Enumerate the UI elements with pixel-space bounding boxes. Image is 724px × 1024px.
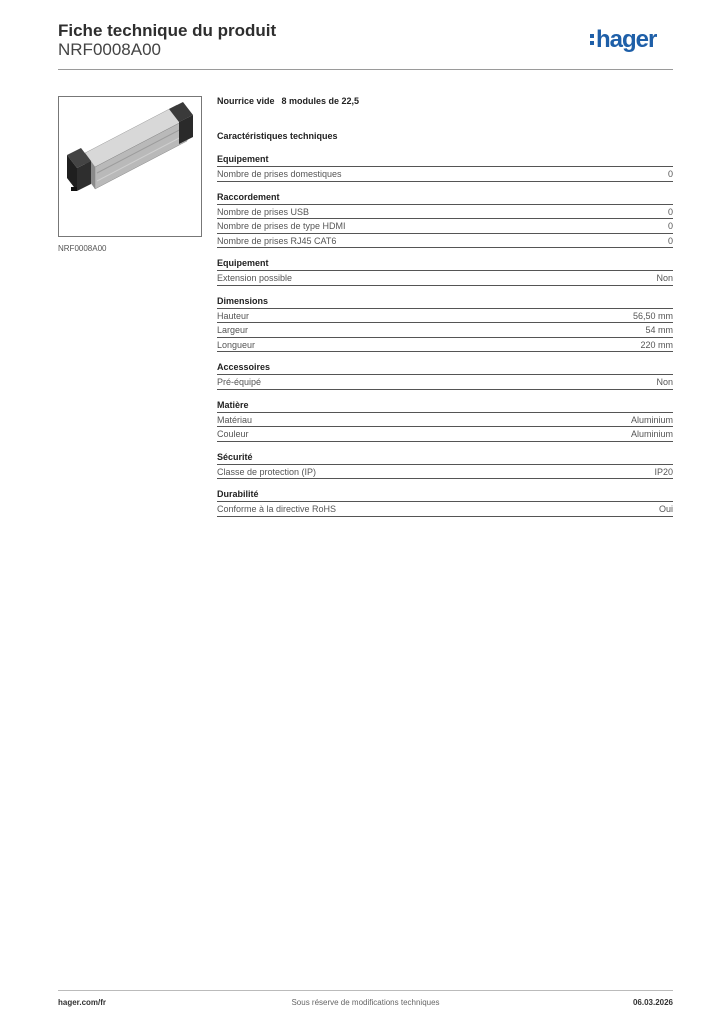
product-illustration xyxy=(59,97,201,236)
product-reference: NRF0008A00 xyxy=(58,40,162,59)
spec-group xyxy=(217,487,673,517)
hager-logo xyxy=(589,23,673,53)
spec-content xyxy=(217,93,673,517)
footer-date: 06.03.2026 xyxy=(632,998,673,1007)
spec-value: Oui xyxy=(658,504,673,514)
footer-disclaimer: Sous réserve de modifications techniques xyxy=(291,998,440,1007)
spec-row xyxy=(217,205,673,220)
spec-label: Hauteur xyxy=(217,310,250,321)
spec-label: Nombre de prises RJ45 CAT6 xyxy=(217,235,337,246)
spec-group-title: Equipement xyxy=(217,152,673,167)
spec-group-title: Durabilité xyxy=(217,487,673,502)
product-summary xyxy=(217,93,673,109)
image-caption: NRF0008A00 xyxy=(58,244,107,253)
spec-label: Nombre de prises de type HDMI xyxy=(217,221,346,231)
spec-row xyxy=(217,338,673,353)
spec-row xyxy=(217,323,673,338)
spec-row xyxy=(217,413,673,428)
spec-value: 56,50 mm xyxy=(632,310,673,321)
spec-value: Aluminium xyxy=(630,414,673,425)
spec-group-title: Sécurité xyxy=(217,450,673,465)
spec-group xyxy=(217,152,673,182)
spec-label: Conforme à la directive RoHS xyxy=(217,504,337,514)
document-title: Fiche technique du produit xyxy=(58,21,277,40)
spec-label: Nombre de prises domestiques xyxy=(217,169,342,179)
spec-row xyxy=(217,502,673,517)
spec-value: Non xyxy=(656,377,673,387)
spec-value: Aluminium xyxy=(630,429,673,439)
spec-label: Pré-équipé xyxy=(217,377,262,387)
spec-value: 0 xyxy=(667,221,673,231)
spec-value: Non xyxy=(656,273,673,283)
spec-group-title: Dimensions xyxy=(217,294,673,309)
spec-row xyxy=(217,271,673,286)
spec-label: Longueur xyxy=(217,339,256,350)
spec-group xyxy=(217,294,673,353)
spec-value: 220 mm xyxy=(640,339,673,350)
characteristics-heading: Caractéristiques techniques xyxy=(217,131,338,141)
product-name: Nourrice vide xyxy=(217,96,275,106)
spec-label: Nombre de prises USB xyxy=(217,206,310,217)
spec-value: 0 xyxy=(667,206,673,217)
spec-value: 0 xyxy=(667,169,673,179)
page-footer xyxy=(58,998,673,1010)
spec-label: Extension possible xyxy=(217,273,293,283)
spec-groups xyxy=(217,152,673,517)
spec-row xyxy=(217,375,673,390)
svg-text:hager: hager xyxy=(596,26,657,53)
spec-group-title: Equipement xyxy=(217,256,673,271)
spec-group xyxy=(217,190,673,249)
spec-row xyxy=(217,234,673,249)
spec-label: Classe de protection (IP) xyxy=(217,466,317,477)
spec-group-title: Matière xyxy=(217,398,673,413)
spec-row xyxy=(217,427,673,442)
spec-label: Largeur xyxy=(217,325,249,335)
spec-group-title: Raccordement xyxy=(217,190,673,205)
header-divider xyxy=(58,69,673,70)
footer-divider xyxy=(58,990,673,991)
spec-value: IP20 xyxy=(654,466,673,477)
page-header xyxy=(58,20,673,70)
spec-group xyxy=(217,360,673,390)
spec-row xyxy=(217,309,673,324)
product-description: 8 modules de 22,5 xyxy=(281,96,360,106)
spec-value: 0 xyxy=(667,235,673,246)
footer-website[interactable]: hager.com/fr xyxy=(58,998,107,1007)
spec-group xyxy=(217,398,673,442)
spec-row xyxy=(217,465,673,480)
spec-label: Matériau xyxy=(217,414,253,425)
spec-group xyxy=(217,450,673,480)
spec-row xyxy=(217,167,673,182)
spec-value: 54 mm xyxy=(645,325,673,335)
spec-label: Couleur xyxy=(217,429,249,439)
spec-group xyxy=(217,256,673,286)
spec-group-title: Accessoires xyxy=(217,360,673,375)
spec-row xyxy=(217,219,673,234)
product-image xyxy=(58,96,202,237)
